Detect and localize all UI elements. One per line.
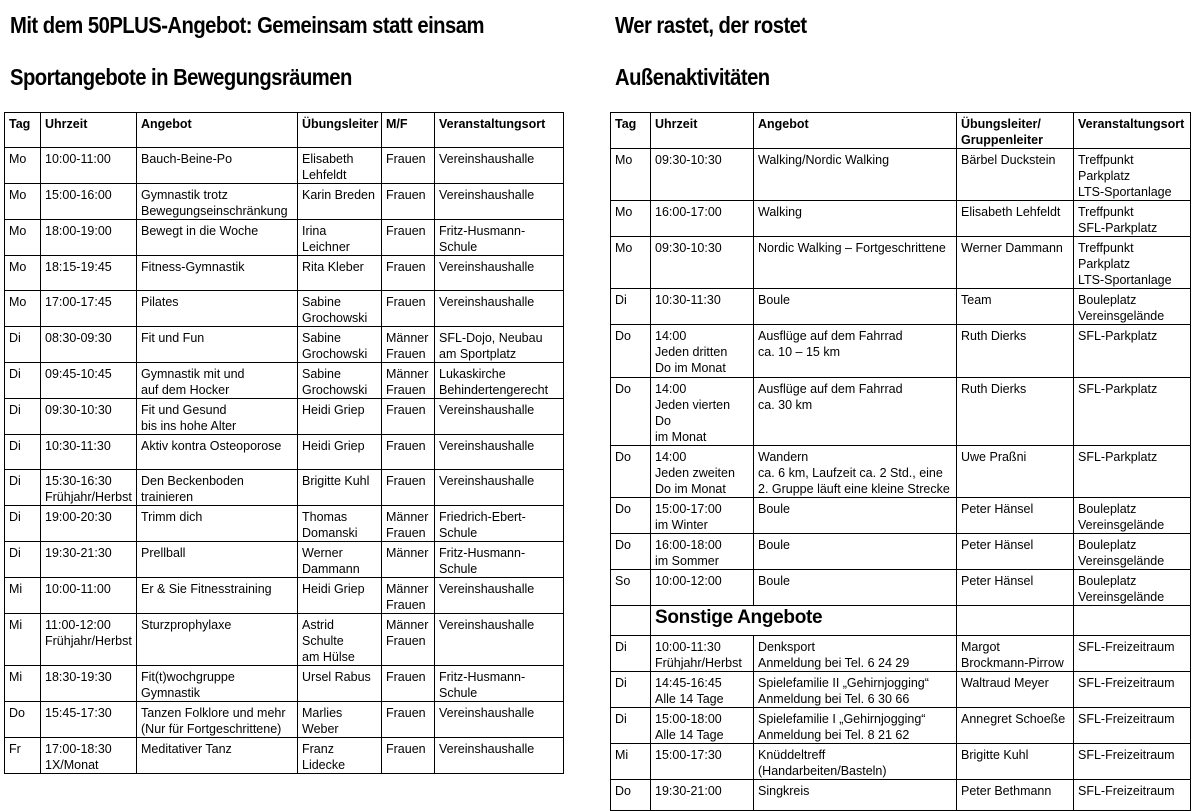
table-cell: Bouleplatz Vereinsgelände [1074, 534, 1191, 570]
table-cell: Vereinshaushalle [435, 738, 564, 774]
column-header: Veranstaltungsort [435, 113, 564, 148]
table-cell: Fritz-Husmann- Schule [435, 666, 564, 702]
table-cell: SFL-Freizeitraum [1074, 708, 1191, 744]
table-cell: Pilates [137, 291, 298, 327]
table-cell: 10:00-12:00 [651, 570, 754, 606]
column-header: M/F [382, 113, 435, 148]
table-header-row [5, 113, 564, 148]
table-cell: Di [5, 363, 41, 399]
table-cell: Vereinshaushalle [435, 470, 564, 506]
table-cell: Uwe Praßni [957, 446, 1074, 498]
table-cell: Prellball [137, 542, 298, 578]
table-cell: Frauen [382, 220, 435, 256]
table-cell: Vereinshaushalle [435, 614, 564, 666]
table-cell: Walking [754, 201, 957, 237]
table-cell: Knüddeltreff (Handarbeiten/Basteln) [754, 744, 957, 780]
table-cell: Walking/Nordic Walking [754, 149, 957, 201]
table-cell: Nordic Walking – Fortgeschrittene [754, 237, 957, 289]
table-cell: Irina Leichner [298, 220, 382, 256]
table-cell: 09:30-10:30 [651, 237, 754, 289]
table-cell: Treffpunkt Parkplatz LTS-Sportanlage [1074, 149, 1191, 201]
table-cell: 15:45-17:30 [41, 702, 137, 738]
table-cell: Mo [5, 184, 41, 220]
table-cell: Gymnastik trotz Bewegungseinschränkung [137, 184, 298, 220]
table-row [5, 435, 564, 470]
table-row [611, 744, 1191, 780]
table-row [611, 149, 1191, 201]
table-cell: Mi [5, 578, 41, 614]
table-cell: 10:00-11:00 [41, 578, 137, 614]
right-title: Wer rastet, der rostet [615, 12, 807, 38]
table-cell: 15:00-17:30 [651, 744, 754, 780]
table-cell: Singkreis [754, 780, 957, 811]
table-row [611, 237, 1191, 289]
table-cell: SFL-Freizeitraum [1074, 780, 1191, 811]
table-cell: Team [957, 289, 1074, 325]
table-cell: Sturzprophylaxe [137, 614, 298, 666]
table-cell: Boule [754, 289, 957, 325]
table-cell: Vereinshaushalle [435, 184, 564, 220]
table-cell: Peter Bethmann [957, 780, 1074, 811]
table-row [5, 363, 564, 399]
table-cell: 09:45-10:45 [41, 363, 137, 399]
table-cell: Lukaskirche Behindertengerecht [435, 363, 564, 399]
table-row [5, 256, 564, 291]
table-cell: Elisabeth Lehfeldt [298, 148, 382, 184]
table-row [611, 780, 1191, 811]
table-cell: 18:30-19:30 [41, 666, 137, 702]
table-cell: Bauch-Beine-Po [137, 148, 298, 184]
table-cell: Vereinshaushalle [435, 702, 564, 738]
table-cell: Mo [611, 149, 651, 201]
table-cell: 10:30-11:30 [651, 289, 754, 325]
table-cell: 17:00-18:30 1X/Monat [41, 738, 137, 774]
table-cell: SFL-Dojo, Neubau am Sportplatz [435, 327, 564, 363]
table-row [611, 534, 1191, 570]
table-cell: Spielefamilie II „Gehirnjogging“ Anmeldung bei Tel. 6 30 66 [754, 672, 957, 708]
table-cell: Frauen [382, 256, 435, 291]
table-cell: Ausflüge auf dem Fahrrad ca. 30 km [754, 378, 957, 446]
table-cell: Mo [5, 256, 41, 291]
table-cell: Brigitte Kuhl [957, 744, 1074, 780]
column-header: Angebot [137, 113, 298, 148]
section-title: Sonstige Angebote [651, 606, 957, 636]
table-cell: Sabine Grochowski [298, 363, 382, 399]
column-header: Angebot [754, 113, 957, 149]
table-cell: Ruth Dierks [957, 325, 1074, 378]
table-cell: Peter Hänsel [957, 498, 1074, 534]
table-cell: Männer Frauen [382, 327, 435, 363]
table-cell: Di [5, 327, 41, 363]
table-cell: Mi [5, 666, 41, 702]
table-row [611, 672, 1191, 708]
table-cell: Trimm dich [137, 506, 298, 542]
table-row [5, 184, 564, 220]
table-cell: Waltraud Meyer [957, 672, 1074, 708]
table-cell: Bouleplatz Vereinsgelände [1074, 498, 1191, 534]
table-cell: Frauen [382, 291, 435, 327]
table-cell: Fitness-Gymnastik [137, 256, 298, 291]
table-cell: Do [611, 325, 651, 378]
table-row [5, 738, 564, 774]
table-cell: Di [611, 289, 651, 325]
table-cell: Mo [5, 220, 41, 256]
table-cell: Aktiv kontra Osteoporose [137, 435, 298, 470]
table-row [5, 220, 564, 256]
table-cell: Do [611, 780, 651, 811]
table-cell: Mo [611, 201, 651, 237]
table-cell: Bouleplatz Vereinsgelände [1074, 570, 1191, 606]
column-header: Tag [611, 113, 651, 149]
table-cell: 15:00-16:00 [41, 184, 137, 220]
table-cell: Do [611, 378, 651, 446]
left-title: Mit dem 50PLUS-Angebot: Gemeinsam statt einsam [10, 12, 484, 38]
column-header: Veranstaltungsort [1074, 113, 1191, 149]
table-cell: 10:30-11:30 [41, 435, 137, 470]
sport-offers-table [4, 112, 564, 774]
table-row [611, 636, 1191, 672]
section-spacer-cell [1074, 606, 1191, 636]
table-row [5, 702, 564, 738]
table-cell: 16:00-18:00 im Sommer [651, 534, 754, 570]
table-cell: Franz Lidecke [298, 738, 382, 774]
table-cell: So [611, 570, 651, 606]
table-row [5, 578, 564, 614]
table-cell: 14:00 Jeden vierten Do im Monat [651, 378, 754, 446]
table-cell: Do [5, 702, 41, 738]
table-cell: Wandern ca. 6 km, Laufzeit ca. 2 Std., eine 2. Gruppe läuft eine kleine Strecke [754, 446, 957, 498]
table-row [5, 148, 564, 184]
table-cell: Frauen [382, 399, 435, 435]
table-cell: Denksport Anmeldung bei Tel. 6 24 29 [754, 636, 957, 672]
table-cell: Di [611, 636, 651, 672]
table-cell: 18:15-19:45 [41, 256, 137, 291]
table-cell: SFL-Freizeitraum [1074, 744, 1191, 780]
table-row [5, 666, 564, 702]
table-row [611, 570, 1191, 606]
table-cell: Frauen [382, 470, 435, 506]
table-cell: Boule [754, 498, 957, 534]
table-cell: Fritz-Husmann- Schule [435, 220, 564, 256]
table-cell: 14:00 Jeden zweiten Do im Monat [651, 446, 754, 498]
table-row [611, 201, 1191, 237]
table-cell: 09:30-10:30 [651, 149, 754, 201]
table-row [5, 327, 564, 363]
table-cell: Spielefamilie I „Gehirnjogging“ Anmeldung bei Tel. 8 21 62 [754, 708, 957, 744]
table-cell: Do [611, 446, 651, 498]
table-cell: Bouleplatz Vereinsgelände [1074, 289, 1191, 325]
table-cell: SFL-Freizeitraum [1074, 636, 1191, 672]
table-cell: Di [5, 435, 41, 470]
table-cell: Fit und Fun [137, 327, 298, 363]
table-cell: Treffpunkt SFL-Parkplatz [1074, 201, 1191, 237]
table-cell: Bewegt in die Woche [137, 220, 298, 256]
table-cell: Boule [754, 534, 957, 570]
table-cell: Werner Dammann [957, 237, 1074, 289]
table-cell: Thomas Domanski [298, 506, 382, 542]
table-cell: Boule [754, 570, 957, 606]
table-cell: Do [611, 534, 651, 570]
table-cell: Tanzen Folklore und mehr (Nur für Fortgeschrittene) [137, 702, 298, 738]
table-cell: 19:30-21:30 [41, 542, 137, 578]
column-header: Tag [5, 113, 41, 148]
table-cell: Frauen [382, 184, 435, 220]
table-cell: Mi [611, 744, 651, 780]
table-cell: Meditativer Tanz [137, 738, 298, 774]
table-cell: Treffpunkt Parkplatz LTS-Sportanlage [1074, 237, 1191, 289]
table-row [5, 399, 564, 435]
table-cell: Fr [5, 738, 41, 774]
table-row [611, 378, 1191, 446]
table-cell: 15:00-18:00 Alle 14 Tage [651, 708, 754, 744]
table-cell: SFL-Parkplatz [1074, 378, 1191, 446]
table-cell: 08:30-09:30 [41, 327, 137, 363]
table-cell: Fit(t)wochgruppe Gymnastik [137, 666, 298, 702]
table-cell: Peter Hänsel [957, 570, 1074, 606]
table-cell: Gymnastik mit und auf dem Hocker [137, 363, 298, 399]
table-cell: Di [5, 506, 41, 542]
table-cell: Frauen [382, 702, 435, 738]
outdoor-activities-table [610, 112, 1191, 811]
table-row [611, 325, 1191, 378]
table-cell: Mo [611, 237, 651, 289]
section-row [611, 606, 1191, 636]
table-row [5, 542, 564, 578]
table-cell: Männer [382, 542, 435, 578]
table-row [611, 708, 1191, 744]
table-cell: Männer Frauen [382, 578, 435, 614]
table-cell: Heidi Griep [298, 399, 382, 435]
table-cell: 17:00-17:45 [41, 291, 137, 327]
table-cell: 15:00-17:00 im Winter [651, 498, 754, 534]
table-cell: Di [5, 399, 41, 435]
table-cell: Di [5, 542, 41, 578]
table-cell: Vereinshaushalle [435, 256, 564, 291]
table-cell: SFL-Freizeitraum [1074, 672, 1191, 708]
section-spacer-cell [957, 606, 1074, 636]
table-row [611, 498, 1191, 534]
left-subtitle: Sportangebote in Bewegungsräumen [10, 64, 352, 90]
section-spacer-cell [611, 606, 651, 636]
table-row [5, 506, 564, 542]
table-cell: Männer Frauen [382, 506, 435, 542]
table-cell: 14:00 Jeden dritten Do im Monat [651, 325, 754, 378]
table-cell: Friedrich-Ebert- Schule [435, 506, 564, 542]
table-cell: Peter Hänsel [957, 534, 1074, 570]
table-cell: 14:45-16:45 Alle 14 Tage [651, 672, 754, 708]
table-cell: Elisabeth Lehfeldt [957, 201, 1074, 237]
table-cell: Margot Brockmann-Pirrow [957, 636, 1074, 672]
table-cell: Marlies Weber [298, 702, 382, 738]
column-header: Übungsleiter [298, 113, 382, 148]
table-cell: Fit und Gesund bis ins hohe Alter [137, 399, 298, 435]
table-cell: Bärbel Duckstein [957, 149, 1074, 201]
table-cell: Sabine Grochowski [298, 291, 382, 327]
table-cell: Do [611, 498, 651, 534]
table-cell: Frauen [382, 148, 435, 184]
table-cell: Mo [5, 148, 41, 184]
right-subtitle: Außenaktivitäten [615, 64, 770, 90]
table-row [5, 470, 564, 506]
table-cell: Vereinshaushalle [435, 399, 564, 435]
table-cell: Mo [5, 291, 41, 327]
table-cell: 18:00-19:00 [41, 220, 137, 256]
table-cell: Di [5, 470, 41, 506]
column-header: Uhrzeit [41, 113, 137, 148]
table-cell: Männer Frauen [382, 363, 435, 399]
table-row [611, 446, 1191, 498]
table-header-row [611, 113, 1191, 149]
table-cell: Frauen [382, 666, 435, 702]
table-cell: Frauen [382, 435, 435, 470]
table-cell: Sabine Grochowski [298, 327, 382, 363]
table-cell: 09:30-10:30 [41, 399, 137, 435]
table-cell: Ausflüge auf dem Fahrrad ca. 10 – 15 km [754, 325, 957, 378]
table-cell: Rita Kleber [298, 256, 382, 291]
table-cell: Di [611, 708, 651, 744]
table-cell: SFL-Parkplatz [1074, 325, 1191, 378]
table-cell: Astrid Schulte am Hülse [298, 614, 382, 666]
table-cell: 15:30-16:30 Frühjahr/Herbst [41, 470, 137, 506]
table-cell: Vereinshaushalle [435, 291, 564, 327]
table-cell: Ruth Dierks [957, 378, 1074, 446]
table-cell: Den Beckenboden trainieren [137, 470, 298, 506]
table-cell: 11:00-12:00 Frühjahr/Herbst [41, 614, 137, 666]
table-row [611, 289, 1191, 325]
table-cell: Männer Frauen [382, 614, 435, 666]
table-cell: Karin Breden [298, 184, 382, 220]
table-cell: Annegret Schoeße [957, 708, 1074, 744]
table-row [5, 291, 564, 327]
table-cell: Werner Dammann [298, 542, 382, 578]
table-cell: Frauen [382, 738, 435, 774]
column-header: Übungsleiter/ Gruppenleiter [957, 113, 1074, 149]
table-row [5, 614, 564, 666]
table-cell: 10:00-11:00 [41, 148, 137, 184]
table-cell: Brigitte Kuhl [298, 470, 382, 506]
column-header: Uhrzeit [651, 113, 754, 149]
table-cell: 16:00-17:00 [651, 201, 754, 237]
table-cell: 10:00-11:30 Frühjahr/Herbst [651, 636, 754, 672]
table-cell: Vereinshaushalle [435, 578, 564, 614]
table-cell: Heidi Griep [298, 578, 382, 614]
table-cell: Vereinshaushalle [435, 435, 564, 470]
table-cell: Ursel Rabus [298, 666, 382, 702]
table-cell: Fritz-Husmann- Schule [435, 542, 564, 578]
table-cell: Heidi Griep [298, 435, 382, 470]
table-cell: 19:00-20:30 [41, 506, 137, 542]
table-cell: Di [611, 672, 651, 708]
table-cell: Vereinshaushalle [435, 148, 564, 184]
table-cell: SFL-Parkplatz [1074, 446, 1191, 498]
table-cell: Er & Sie Fitnesstraining [137, 578, 298, 614]
table-cell: 19:30-21:00 [651, 780, 754, 811]
table-cell: Mi [5, 614, 41, 666]
